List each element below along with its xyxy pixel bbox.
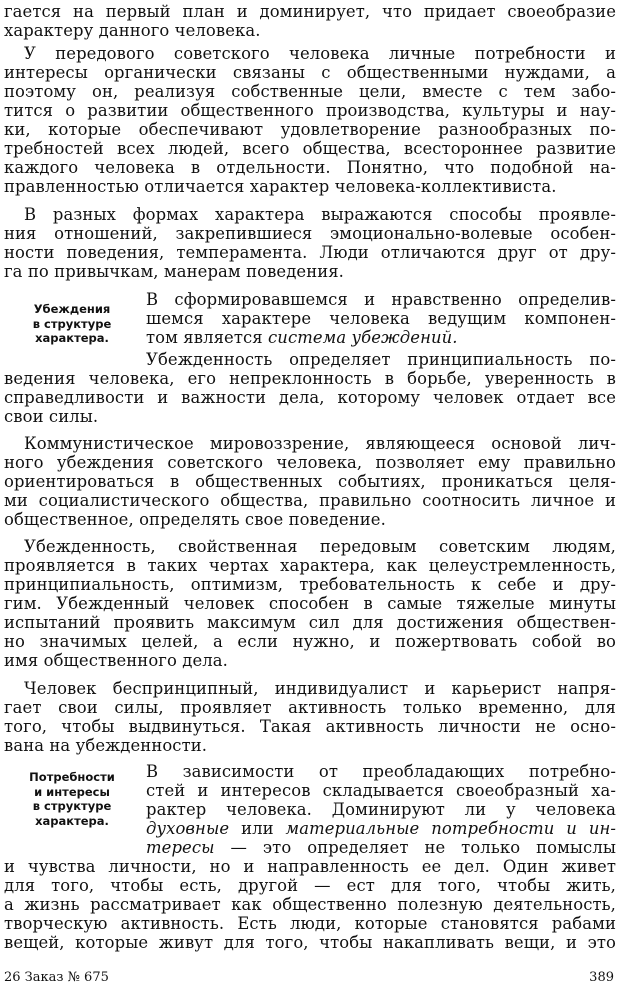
text-line: ми социалистического общества, правильно соотносить личное и	[4, 491, 616, 510]
text-line: вана на убежденности.	[4, 736, 208, 755]
text-line: га по привычкам, манерам поведения.	[4, 262, 344, 281]
text-line: У передового советского человека личные потребности и	[24, 44, 616, 63]
text-line: интересы органически связаны с общественными нуждами, а	[4, 63, 616, 82]
text-line: В сформировавшемся и нравственно определив-	[146, 290, 616, 309]
margin-note-line: Потребности	[29, 770, 115, 784]
emphasis-term: материальные потребности и ин-	[285, 819, 617, 838]
printer-signature: 26 Заказ № 675	[4, 970, 109, 985]
text-line: гим. Убежденный человек способен в самые тяжелые минуты	[4, 594, 616, 613]
text-line: ния отношений, закрепившиеся эмоционально-волевые особен-	[4, 224, 616, 243]
text-line: ности поведения, темперамента. Люди отличаются друг от дру-	[4, 243, 616, 262]
text-line	[146, 328, 616, 347]
margin-note-line: Убеждения	[33, 302, 111, 316]
text-line: ведения человека, его непреклонность в борьбе, уверенность в	[4, 369, 616, 388]
text-line: В разных формах характера выражаются способы проявле-	[24, 205, 616, 224]
text-line: ориентироваться в общественных событиях, проникаться целя-	[4, 472, 616, 491]
text-line: поэтому он, реализуя собственные цели, вместе с тем забо-	[4, 82, 616, 101]
text-line: но значимых целей, а если нужно, и пожертвовать собой во	[4, 632, 616, 651]
text-line: В зависимости от преобладающих потребно-	[146, 762, 616, 781]
page-number: 389	[589, 970, 614, 985]
text-run: или	[229, 819, 286, 838]
text-line: гает свои силы, проявляет активность только временно, для	[4, 698, 616, 717]
margin-note-line: и интересы	[34, 784, 110, 799]
text-line: шемся характере человека ведущим компонен-	[146, 309, 616, 328]
text-line: для того, чтобы есть, другой — ест для того, чтобы жить,	[4, 876, 616, 895]
margin-note-needs	[6, 770, 138, 828]
text-line	[146, 819, 616, 838]
margin-note-beliefs	[6, 302, 138, 346]
text-line: тится о развитии общественного производства, культуры и нау-	[4, 101, 616, 120]
text-line	[146, 838, 616, 857]
emphasis-term: тересы	[146, 838, 215, 857]
margin-note-line: в структуре	[32, 799, 112, 813]
text-line: рактер человека. Доминируют ли у человека	[146, 800, 616, 819]
emphasis-term: система убеждений.	[268, 328, 458, 347]
text-line: Убежденность, свойственная передовым советским людям,	[24, 537, 616, 556]
text-line: а жизнь рассматривает как общественно полезную деятельность,	[4, 895, 616, 914]
text-line: свои силы.	[4, 407, 99, 426]
text-line: и чувства личности, но и направленность ее дел. Один живет	[4, 857, 616, 876]
text-line: каждого человека в отдельности. Понятно, что подобной на-	[4, 158, 616, 177]
text-line: характеру данного человека.	[4, 21, 261, 40]
text-line: Убежденность определяет принципиальность по-	[146, 350, 616, 369]
text-line: творческую активность. Есть люди, которые становятся рабами	[4, 914, 616, 933]
text-line: ки, которые обеспечивают удовлетворение разнообразных по-	[4, 120, 616, 139]
text-run: том является	[146, 328, 269, 347]
text-line: ного убеждения советского человека, позволяет ему правильно	[4, 453, 616, 472]
text-line: принципиальность, оптимизм, требовательность к себе и дру-	[4, 575, 616, 594]
margin-note-line: характера.	[35, 331, 109, 345]
text-line: вещей, которые живут для того, чтобы накапливать вещи, и это	[4, 933, 616, 952]
text-line: общественное, определять свое поведение.	[4, 510, 386, 529]
text-line: гается на первый план и доминирует, что придает своеобразие	[4, 2, 616, 21]
margin-note-line: характера.	[35, 813, 109, 828]
text-line: испытаний проявить максимум сил для достижения обществен-	[4, 613, 616, 632]
text-line: требностей всех людей, всего общества, всестороннее развитие	[4, 139, 616, 158]
text-line: того, чтобы выдвинуться. Такая активность личности не осно-	[4, 717, 616, 736]
text-line: правленностью отличается характер человека-коллективиста.	[4, 177, 557, 196]
margin-note-line: в структуре	[32, 316, 112, 331]
text-line: Человек беспринципный, индивидуалист и карьерист напря-	[24, 679, 616, 698]
text-line: имя общественного дела.	[4, 651, 228, 670]
emphasis-term: духовные	[146, 819, 230, 838]
text-line: проявляется в таких чертах характера, как целеустремленность,	[4, 556, 616, 575]
text-line: Коммунистическое мировоззрение, являющееся основой лич-	[24, 434, 616, 453]
text-run: — это определяет не только помыслы	[214, 838, 616, 857]
text-line: стей и интересов складывается своеобразный ха-	[146, 781, 616, 800]
text-line: справедливости и важности дела, которому человек отдает все	[4, 388, 616, 407]
